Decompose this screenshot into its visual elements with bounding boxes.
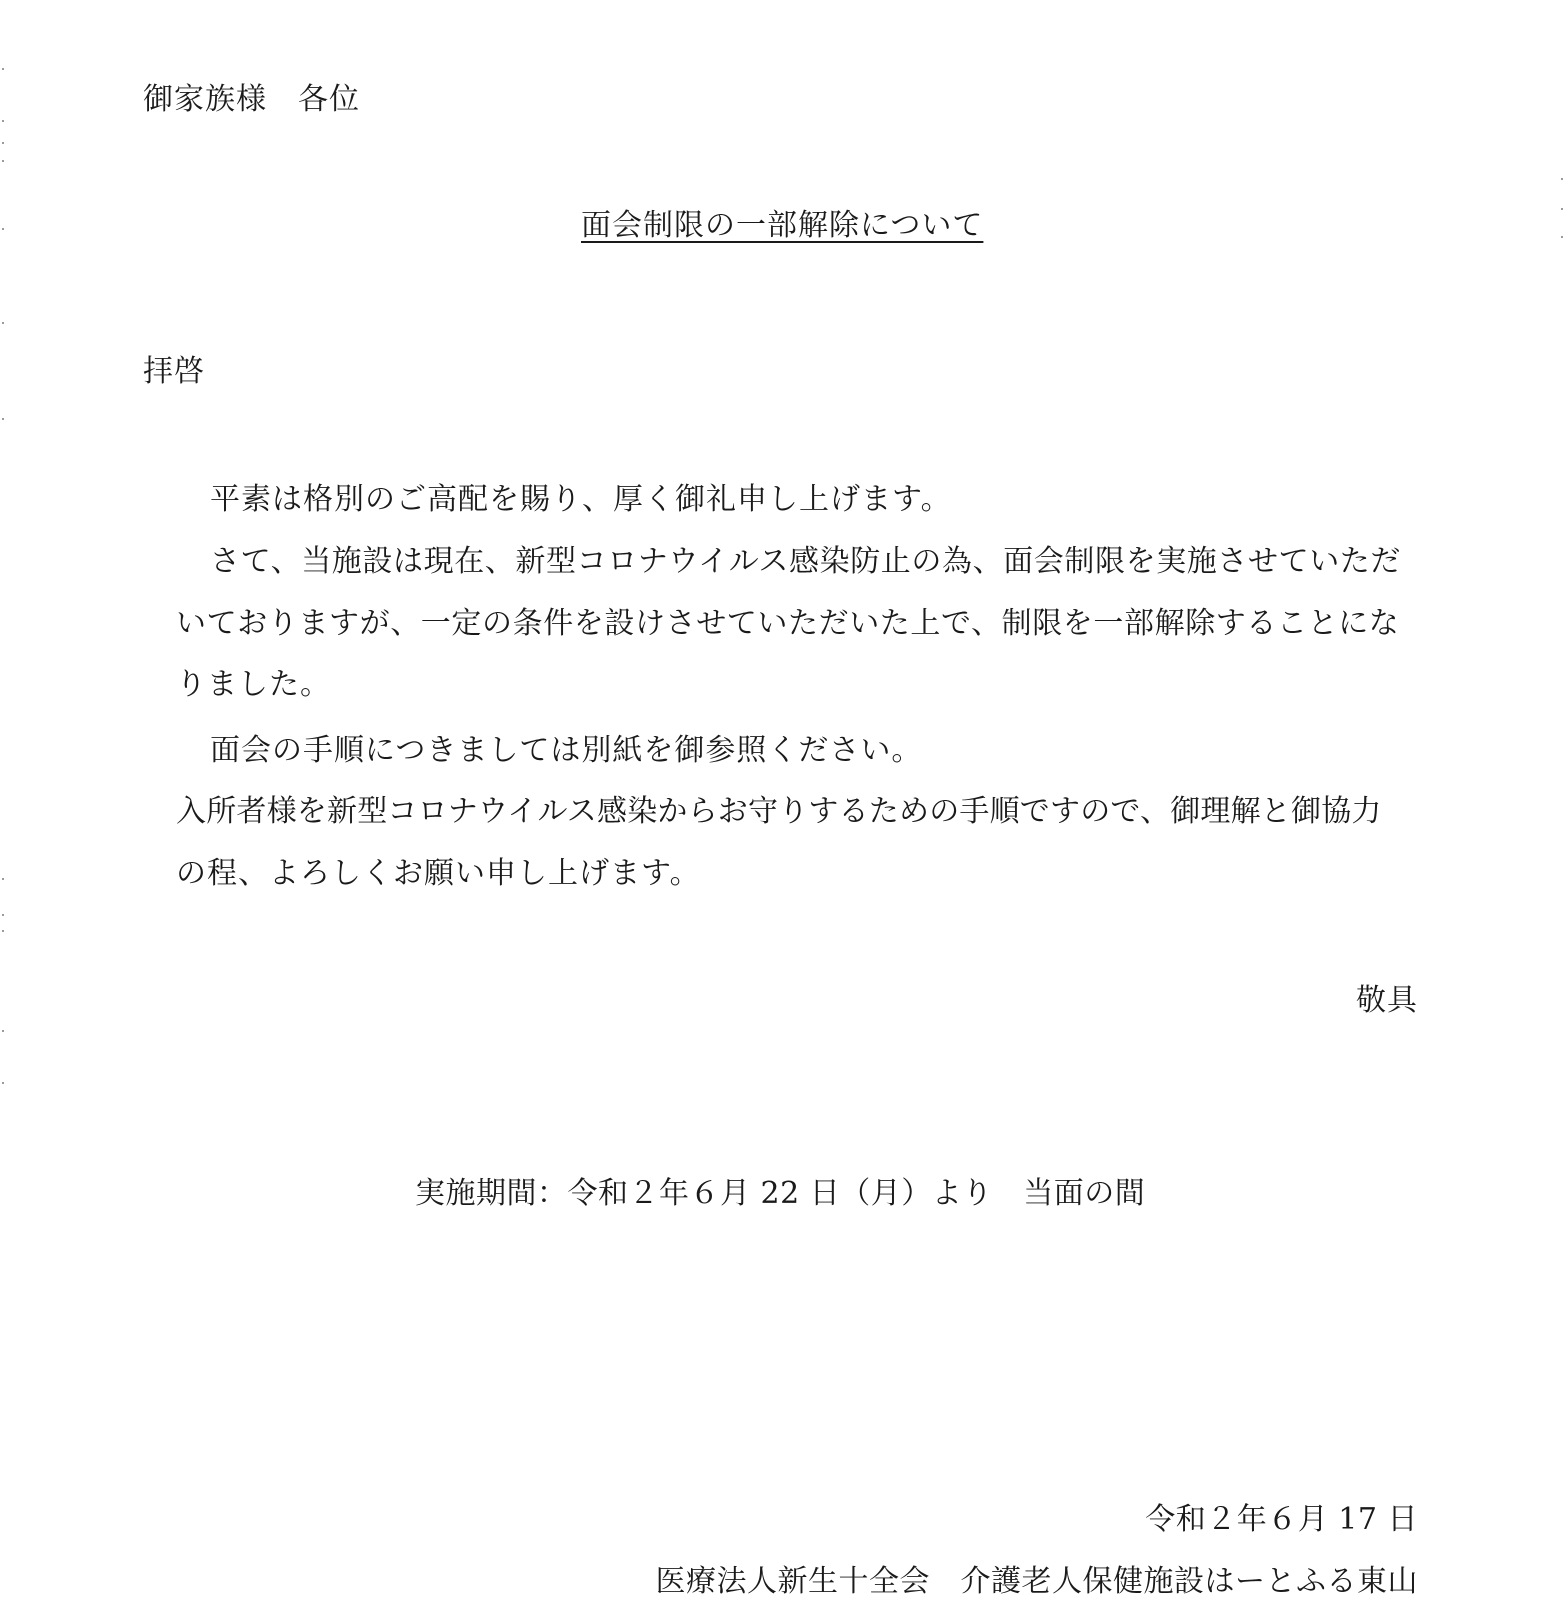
scan-speck [2, 228, 4, 230]
scan-speck [1561, 208, 1563, 210]
scan-speck [2, 160, 4, 162]
organization-name: 医療法人新生十全会 介護老人保健施設はーとふる東山 [655, 1564, 1418, 1599]
closing-salutation: 敬具 [1356, 983, 1418, 1018]
body-paragraph-3: 面会の手順につきましては別紙を御参照ください。 [210, 733, 923, 768]
opening-salutation: 拝啓 [143, 354, 205, 389]
scan-speck [2, 878, 4, 880]
body-paragraph-4-line-2: の程、よろしくお願い申し上げます。 [176, 856, 701, 891]
scan-speck [2, 914, 4, 916]
scan-speck [2, 1082, 4, 1084]
addressee: 御家族様 各位 [143, 82, 360, 117]
scan-speck [2, 322, 4, 324]
body-paragraph-2-line-1: さて、当施設は現在、新型コロナウイルス感染防止の為、面会制限を実施させていただ [210, 544, 1401, 579]
scan-speck [2, 142, 4, 144]
implementation-period: 実施期間：令和２年６月 22 日（月）より 当面の間 [415, 1176, 1146, 1211]
scan-speck [2, 418, 4, 420]
scan-speck [1561, 236, 1563, 238]
scan-speck [1561, 178, 1563, 180]
body-paragraph-4-line-1: 入所者様を新型コロナウイルス感染からお守りするための手順ですので、御理解と御協力 [176, 794, 1382, 829]
scan-speck [2, 1030, 4, 1032]
document-title: 面会制限の一部解除について [581, 208, 984, 243]
body-paragraph-2-line-2: いておりますが、一定の条件を設けさせていただいた上で、制限を一部解除することにな [176, 606, 1400, 641]
scan-speck [2, 120, 4, 122]
body-paragraph-2-line-3: りました。 [176, 667, 331, 702]
scan-speck [2, 68, 4, 70]
scan-speck [2, 930, 4, 932]
body-paragraph-1: 平素は格別のご高配を賜り、厚く御礼申し上げます。 [210, 482, 952, 517]
issue-date: 令和２年６月 17 日 [1145, 1502, 1418, 1537]
